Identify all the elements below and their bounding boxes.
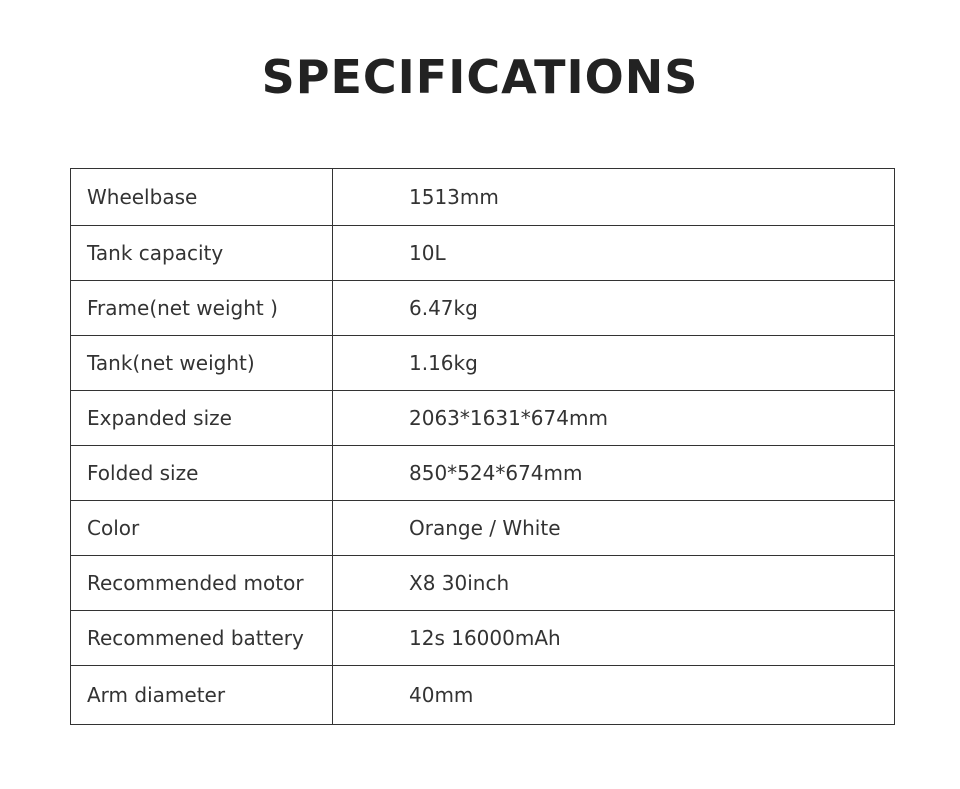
- table-row: [71, 226, 895, 281]
- spec-label: Tank capacity: [71, 226, 333, 281]
- table-row: [71, 501, 895, 556]
- table-row: [71, 169, 895, 226]
- spec-value: 6.47kg: [333, 281, 895, 336]
- spec-label: Expanded size: [71, 391, 333, 446]
- spec-label: Recommended motor: [71, 556, 333, 611]
- spec-label: Tank(net weight): [71, 336, 333, 391]
- spec-value: Orange / White: [333, 501, 895, 556]
- table-row: [71, 666, 895, 725]
- spec-label: Folded size: [71, 446, 333, 501]
- table-row: [71, 446, 895, 501]
- table-row: [71, 556, 895, 611]
- table-row: [71, 391, 895, 446]
- spec-value: 40mm: [333, 666, 895, 725]
- specifications-table: [70, 168, 895, 725]
- spec-label: Color: [71, 501, 333, 556]
- spec-value: 850*524*674mm: [333, 446, 895, 501]
- spec-value: X8 30inch: [333, 556, 895, 611]
- table-row: [71, 281, 895, 336]
- spec-value: 1513mm: [333, 169, 895, 226]
- page-title: SPECIFICATIONS: [261, 50, 699, 104]
- spec-value: 1.16kg: [333, 336, 895, 391]
- spec-value: 12s 16000mAh: [333, 611, 895, 666]
- spec-label: Wheelbase: [71, 169, 333, 226]
- spec-label: Frame(net weight ): [71, 281, 333, 336]
- spec-label: Arm diameter: [71, 666, 333, 725]
- spec-value: 2063*1631*674mm: [333, 391, 895, 446]
- table-row: [71, 336, 895, 391]
- table-row: [71, 611, 895, 666]
- spec-label: Recommened battery: [71, 611, 333, 666]
- spec-value: 10L: [333, 226, 895, 281]
